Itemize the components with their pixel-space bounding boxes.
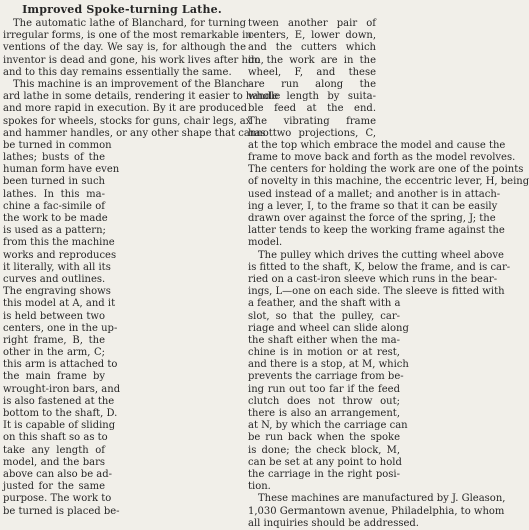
text-line: at the top which embrace the model and cause the xyxy=(248,139,506,151)
text-line: and there is a stop, at M, which xyxy=(248,359,409,371)
text-line: be run back when the spoke xyxy=(248,432,400,444)
text-line: is done; the check block, M, xyxy=(248,444,400,456)
text-line: and hammer handles, or any other shape that cannot xyxy=(3,127,273,139)
left-column xyxy=(3,18,281,518)
text-line: ard lathe in some details, rendering it easier to handle xyxy=(3,91,281,103)
text-line: The automatic lathe of Blanchard, for turning xyxy=(13,18,246,29)
text-line: model. xyxy=(248,237,283,249)
text-line: tion. xyxy=(248,481,271,493)
text-line: of novelty in this machine, the eccentric lever, H, being xyxy=(248,176,529,188)
text-line: lathes; busts of the xyxy=(3,152,105,164)
text-line: all inquiries should be addressed. xyxy=(248,517,419,529)
text-line: and more rapid in execution. By it are produced xyxy=(3,103,248,115)
text-line: at N, by which the carriage can xyxy=(248,420,408,432)
text-line: be turned in common xyxy=(3,139,112,151)
text-line: other in the arm, C; xyxy=(3,347,105,359)
text-line: clutch does not throw out; xyxy=(248,395,400,407)
text-line: human form have even xyxy=(3,164,120,176)
text-line: there is also an arrangement, xyxy=(248,408,400,419)
text-line: lathes. In this ma- xyxy=(3,188,105,200)
text-line: The vibrating frame xyxy=(248,115,376,127)
text-line: frame to move back and forth as the model revolves. xyxy=(248,152,516,164)
text-line: works and reproduces xyxy=(3,249,117,261)
text-line: the carriage in the right posi- xyxy=(248,468,400,480)
text-line: inventor is dead and gone, his work lives after him, xyxy=(3,54,264,66)
text-line: drawn over against the force of the spring, J; the xyxy=(248,213,496,224)
text-line: These machines are manufactured by J. Gleason, xyxy=(258,493,506,505)
text-line: latter tends to keep the working frame against the xyxy=(248,225,505,237)
text-line: prevents the carriage from be- xyxy=(248,371,404,383)
text-line: this model at A, and it xyxy=(3,298,116,310)
text-line: is also fastened at the xyxy=(3,395,115,407)
text-line: are run along the xyxy=(248,78,376,90)
text-line: The engraving shows xyxy=(3,286,111,298)
text-line: chine a fac-simile of xyxy=(3,200,105,212)
text-line: on this shaft so as to xyxy=(3,432,108,444)
text-line: chine is in motion or at rest, xyxy=(248,347,400,359)
text-line: ried on a cast-iron sleeve which runs in the bear- xyxy=(248,273,498,285)
text-line: riage and wheel can slide along xyxy=(248,322,409,334)
text-line: The pulley which drives the cutting wheel above xyxy=(258,249,504,261)
text-line: used instead of a mallet; and another is in attach- xyxy=(248,188,501,200)
text-line: do the work are in the xyxy=(248,54,376,66)
text-line: can be set at any point to hold xyxy=(248,456,402,468)
text-line: irregular forms, is one of the most remarkable in- xyxy=(3,30,256,42)
text-line: is held between two xyxy=(3,310,105,322)
text-line: whole length by suita- xyxy=(248,91,376,103)
text-line: from this the machine xyxy=(3,237,115,249)
text-line: ble feed at the end. xyxy=(248,103,376,115)
text-line: This machine is an improvement of the Blanch- xyxy=(13,78,253,90)
text-line: ventions of the day. We say is, for although the xyxy=(3,42,246,54)
text-line: purpose. The work to xyxy=(3,493,112,505)
text-line: 1,030 Germantown avenue, Philadelphia, to whom xyxy=(248,505,505,517)
text-line: be turned is placed be- xyxy=(3,505,120,517)
text-line: wrought-iron bars, and xyxy=(3,383,121,395)
text-line: right frame, B, the xyxy=(3,334,105,346)
text-line: bottom to the shaft, D. xyxy=(3,408,118,419)
text-line: is fitted to the shaft, K, below the frame, and is car- xyxy=(248,261,511,273)
text-line: and the cutters which xyxy=(248,42,376,54)
text-line: the shaft either when the ma- xyxy=(248,334,400,346)
text-line: justed for the same xyxy=(3,481,105,493)
text-line: this arm is attached to xyxy=(3,359,118,371)
text-line: ings, L—one on each side. The sleeve is fitted with xyxy=(248,286,505,298)
text-line: model, and the bars xyxy=(3,456,105,468)
text-line: It is capable of sliding xyxy=(3,420,116,432)
text-line: centers, E, lower down, xyxy=(248,30,376,42)
text-line: ing run out too far if the feed xyxy=(248,383,400,395)
text-line: been turned in such xyxy=(3,176,105,188)
text-line: take any length of xyxy=(3,444,105,456)
text-line: centers, one in the up- xyxy=(3,322,118,334)
text-line: has two projections, C, xyxy=(248,127,376,139)
text-line: curves and outlines. xyxy=(3,273,106,285)
text-line: it literally, with all its xyxy=(3,261,111,273)
text-line: ing a lever, I, to the frame so that it can be easily xyxy=(248,200,498,212)
article-title: Improved Spoke-turning Lathe. xyxy=(22,3,222,16)
text-line: the main frame by xyxy=(3,371,105,383)
text-line: and to this day remains essentially the same. xyxy=(3,66,232,78)
text-line: The centers for holding the work are one of the points xyxy=(248,164,524,176)
text-line: slot, so that the pulley, car- xyxy=(248,310,400,322)
text-line: tween another pair of xyxy=(248,18,376,29)
text-line: above can also be ad- xyxy=(3,468,113,480)
text-line: spokes for wheels, stocks for guns, chair legs, ax xyxy=(3,115,252,127)
text-line: a feather, and the shaft with a xyxy=(248,298,401,310)
right-column xyxy=(248,18,529,530)
text-line: is used as a pattern; xyxy=(3,225,106,237)
text-line: the work to be made xyxy=(3,213,108,224)
text-line: wheel, F, and these xyxy=(248,66,376,78)
